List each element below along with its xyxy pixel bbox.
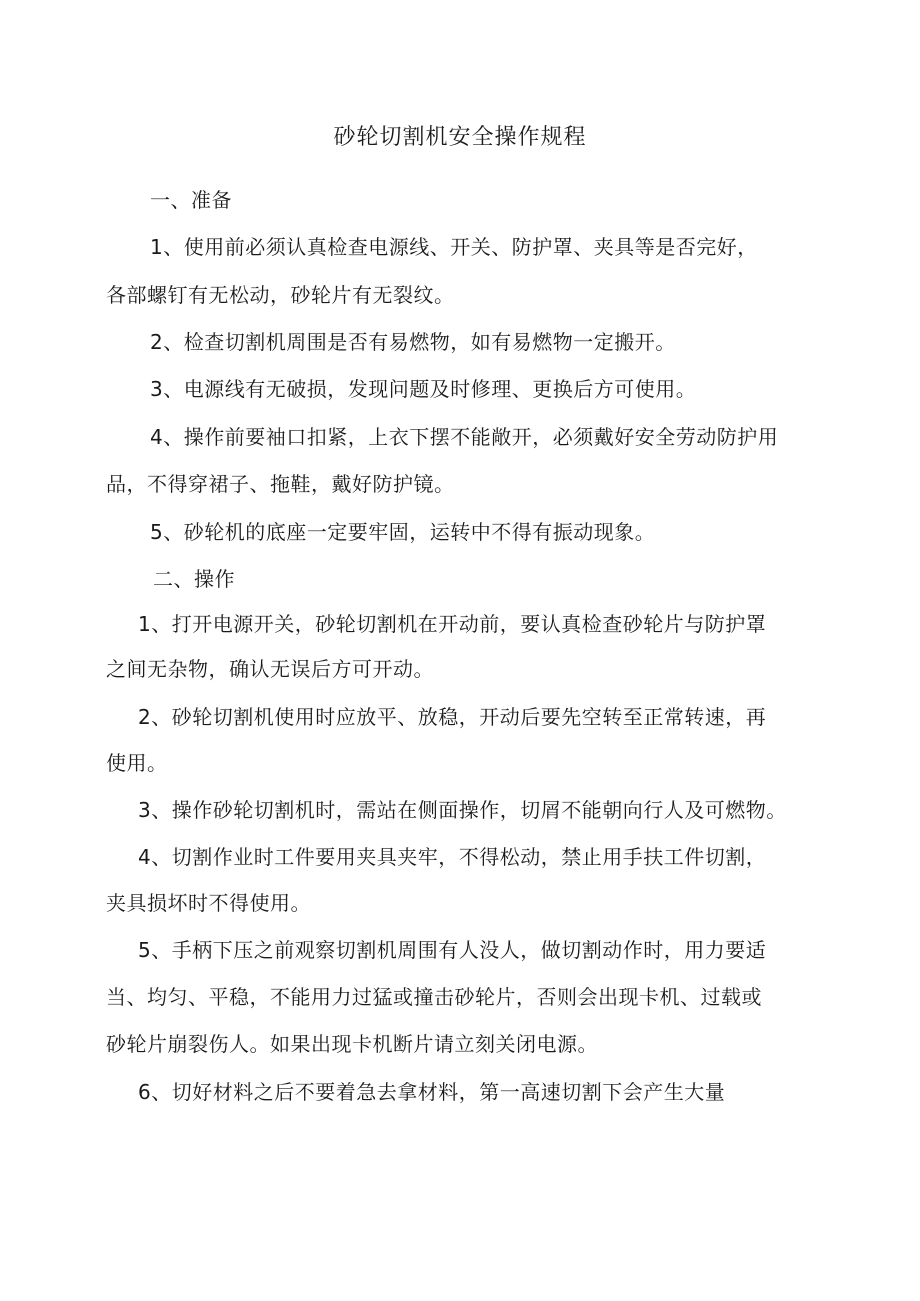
op-item-4-line-2: 夹具损坏时不得使用。 [106, 891, 311, 915]
op-item-5-line-2: 当、均匀、平稳，不能用力过猛或撞击砂轮片，否则会出现卡机、过载或 [106, 985, 762, 1009]
prep-item-5-line-1: 5、砂轮机的底座一定要牢固，运转中不得有振动现象。 [150, 520, 656, 544]
prep-item-4-line-1: 4、操作前要袖口扣紧，上衣下摆不能敞开，必须戴好安全劳动防护用 [150, 425, 779, 449]
section-heading-preparation: 一、准备 [150, 188, 232, 212]
prep-item-1-line-1: 1、使用前必须认真检查电源线、开关、防护罩、夹具等是否完好， [150, 235, 758, 259]
op-item-1-line-2: 之间无杂物，确认无误后方可开动。 [106, 657, 434, 681]
op-item-1-line-1: 1、打开电源开关，砂轮切割机在开动前，要认真检查砂轮片与防护罩 [138, 612, 767, 636]
prep-item-1-line-2: 各部螺钉有无松动，砂轮片有无裂纹。 [106, 283, 455, 307]
op-item-4-line-1: 4、切割作业时工件要用夹具夹牢，不得松动，禁止用手扶工件切割， [138, 845, 767, 869]
op-item-5-line-1: 5、手柄下压之前观察切割机周围有人没人，做切割动作时，用力要适 [138, 938, 767, 962]
prep-item-2-line-1: 2、检查切割机周围是否有易燃物，如有易燃物一定搬开。 [150, 330, 676, 354]
op-item-6-line-1: 6、切好材料之后不要着急去拿材料，第一高速切割下会产生大量 [138, 1080, 726, 1104]
op-item-2-line-2: 使用。 [106, 751, 168, 775]
op-item-5-line-3: 砂轮片崩裂伤人。如果出现卡机断片请立刻关闭电源。 [106, 1032, 598, 1056]
op-item-3-line-1: 3、操作砂轮切割机时，需站在侧面操作，切屑不能朝向行人及可燃物。 [138, 798, 787, 822]
op-item-2-line-1: 2、砂轮切割机使用时应放平、放稳，开动后要先空转至正常转速，再 [138, 705, 767, 729]
section-heading-operation: 二、操作 [153, 567, 235, 591]
prep-item-4-line-2: 品，不得穿裙子、拖鞋，戴好防护镜。 [106, 472, 455, 496]
prep-item-3-line-1: 3、电源线有无破损，发现问题及时修理、更换后方可使用。 [150, 377, 697, 401]
document-title: 砂轮切割机安全操作规程 [333, 125, 587, 150]
